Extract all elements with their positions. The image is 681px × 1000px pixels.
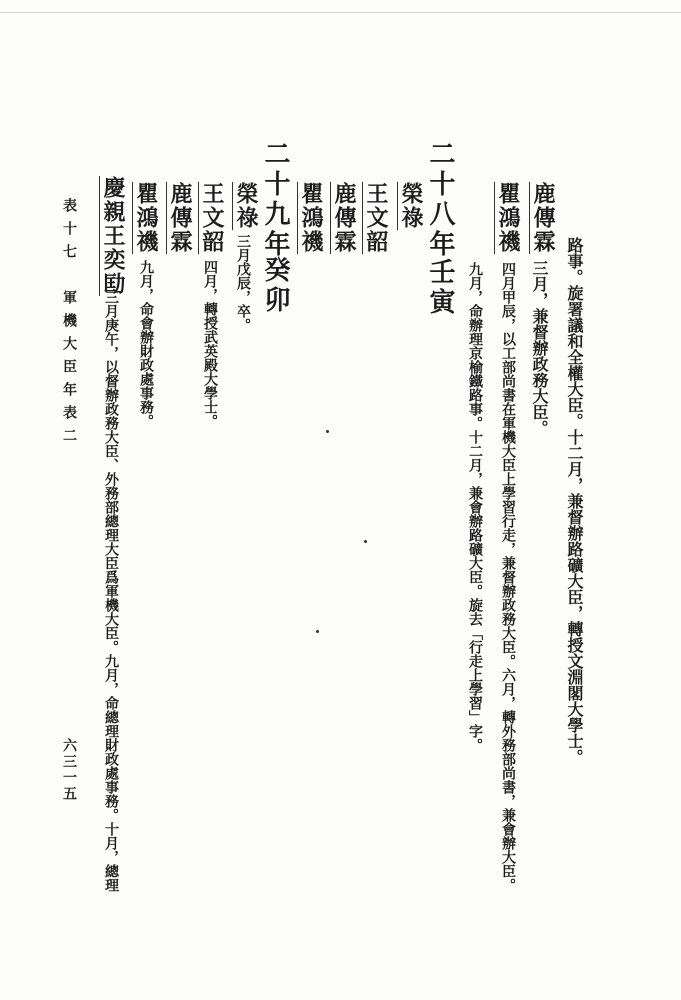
cyclical-year: 壬寅	[425, 258, 455, 318]
minister-name-qu-hongji: 瞿鴻禨	[133, 182, 159, 254]
minister-name-lu-chuanlin: 鹿傳霖	[331, 182, 357, 254]
minister-name-ronglu: 榮祿	[233, 182, 259, 230]
minister-name-qu-hongji: 瞿鴻禨	[298, 182, 324, 254]
scan-top-edge	[0, 12, 681, 13]
minister-name-qu-hongji: 瞿鴻禨	[495, 182, 521, 254]
minister-name-lu-chuanlin: 鹿傳霖	[530, 182, 556, 254]
entry-note: 三月庚午，以督辦政務大臣、外務部總理大臣爲軍機大臣。九月，命總理財政處事務。十月，總理	[103, 290, 119, 892]
entry-note: 四月，轉授武英殿大學士。	[202, 260, 218, 428]
entry-note: 九月，命會辦財政處事務。	[138, 260, 154, 428]
entry-note: 四月甲辰，以工部尚書在軍機大臣上學習行走，兼督辦政務大臣。六月，轉外務部尚書，兼會辦大臣。	[500, 262, 516, 892]
entry-note: 九月，命辦理京榆鐵路事。十二月，兼會辦路礦大臣。旋去「行走上學習」字。	[467, 262, 483, 752]
year-heading: 二十九年	[260, 140, 290, 260]
minister-name-wang-wenshao: 王文韶	[199, 182, 225, 254]
minister-name-ronglu: 榮祿	[398, 182, 424, 230]
minister-name-prince-qing-yikuang: 慶親王奕劻	[100, 176, 126, 296]
scan-speck	[326, 430, 329, 433]
running-title: 表十七 軍機大臣年表二	[61, 198, 77, 451]
year-heading: 二十八年	[425, 140, 455, 260]
scan-speck	[316, 630, 319, 633]
minister-name-wang-wenshao: 王文韶	[363, 182, 389, 254]
continuation-note: 路事。旋署議和全權大臣。十二月，兼督辦路礦大臣，轉授文淵閣大學士。	[565, 237, 584, 765]
page-number: 六三一五	[61, 738, 77, 802]
cyclical-year: 癸卯	[260, 256, 290, 316]
scan-speck	[364, 540, 367, 543]
entry-note: 三月戊辰，卒。	[235, 234, 251, 332]
minister-name-lu-chuanlin: 鹿傳霖	[167, 182, 193, 254]
entry-note: 三月，兼督辦政務大臣。	[530, 260, 549, 436]
